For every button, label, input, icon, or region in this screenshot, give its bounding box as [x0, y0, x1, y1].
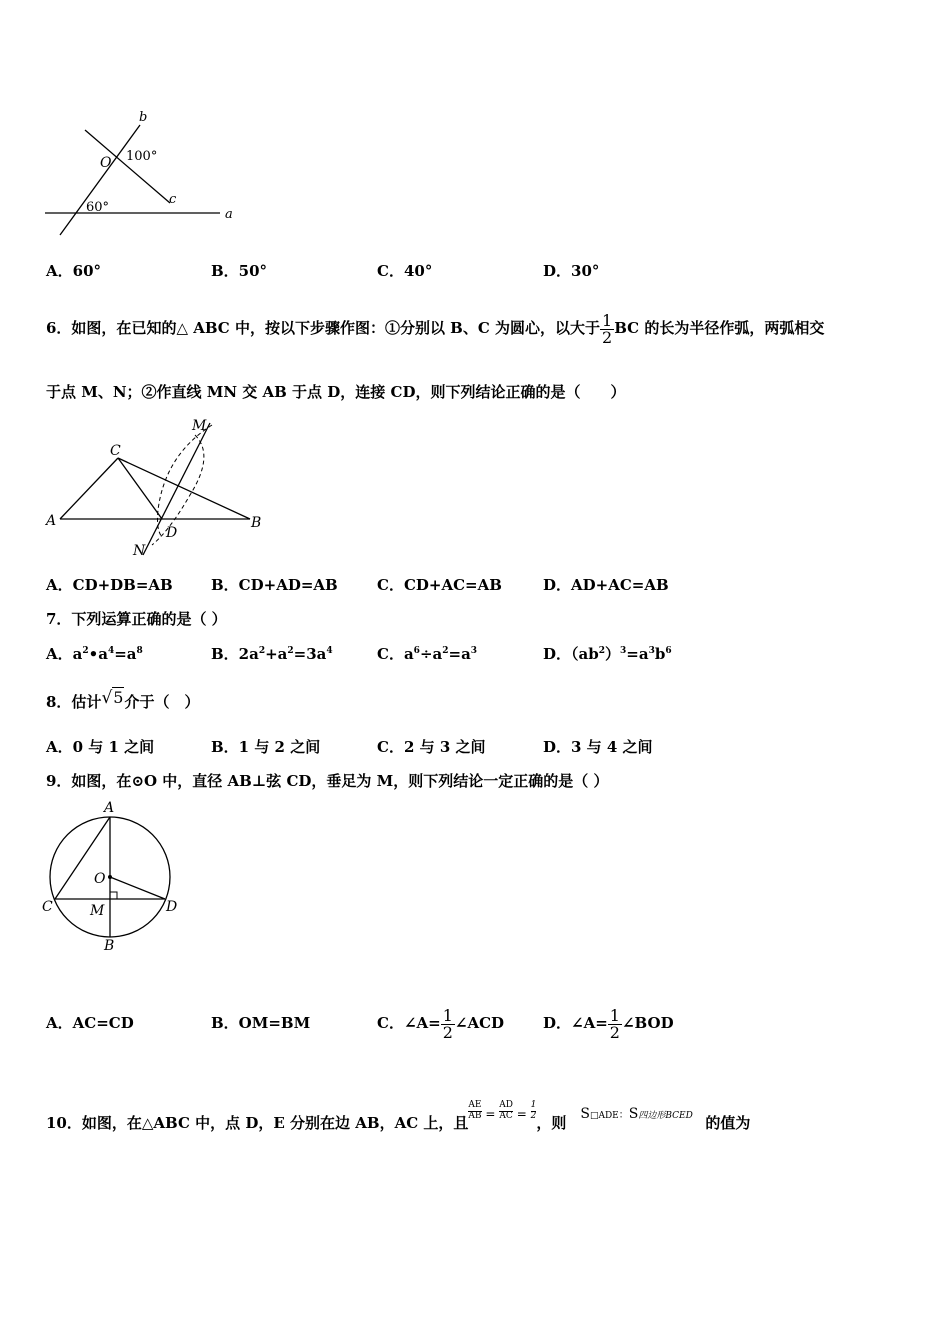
q5-label-o: O: [100, 155, 112, 171]
q6-option-b: B．CD+AD=AB: [211, 576, 338, 594]
q6-stem-post: BC 的长为半径作弧，两弧相交: [614, 319, 825, 337]
q5-option-a: A．60°: [46, 262, 102, 280]
q6-option-d: D．AD+AC=AB: [543, 576, 669, 594]
q6-option-a: A．CD+DB=AB: [46, 576, 173, 594]
q6-stem-line1: [46, 298, 824, 358]
q9-label-a: A: [104, 800, 115, 816]
q6-half-fraction: [600, 310, 614, 347]
q5-label-b: b: [139, 110, 148, 125]
q6-label-a: A: [46, 513, 57, 529]
q5-figure: [40, 105, 250, 240]
q10-stem: 10．如图，在△ABC 中，点 D，E 分别在边 AB，AC 上，且 $\frac{AE}{AB}$ = $\frac{AD}{AC}$ = $\frac{1}{2}$ ，则 S□ADE：S四边形BCED 的值为: [46, 1085, 750, 1151]
q9-label-c: C: [42, 899, 53, 915]
q8-stem: 8．估计√5介于（ ）: [46, 688, 200, 711]
q9-label-m: M: [90, 903, 105, 919]
q9-option-b: B．OM=BM: [211, 1014, 311, 1032]
q5-option-c: C．40°: [377, 262, 433, 280]
q6-label-b: B: [251, 515, 262, 531]
q9-label-o: O: [94, 871, 106, 887]
q6-label-c: C: [110, 443, 121, 459]
q8-radicand: 5: [113, 688, 124, 707]
q10-area-ratio: S□ADE：S四边形BCED: [580, 1106, 693, 1122]
q5-label-c: c: [169, 192, 177, 207]
q6-option-c: C．CD+AC=AB: [377, 576, 502, 594]
q6-frac-den: 2: [602, 327, 613, 347]
q6-label-n: N: [133, 543, 146, 559]
q7-option-a: A．$a^2•a^4=a^8$: [46, 645, 143, 663]
q9-label-d: D: [166, 899, 178, 915]
q6-label-d: D: [166, 525, 178, 541]
q5-label-a: a: [225, 207, 233, 222]
q9-label-b: B: [104, 938, 115, 954]
q6-label-m: M: [192, 418, 207, 434]
q8-option-a: A．0 与 1 之间: [46, 738, 155, 756]
q9-option-c: C．∠A= $\frac{1}{2}$ ∠ACD: [377, 1005, 505, 1042]
q8-option-b: B．1 与 2 之间: [211, 738, 321, 756]
q8-option-c: C．2 与 3 之间: [377, 738, 486, 756]
q9-d-fraction: $\frac{1}{2}$: [609, 1005, 620, 1042]
q6-frac-num: 1: [602, 310, 613, 330]
q6-stem-line2: 于点 M、N；②作直线 MN 交 AB 于点 D，连接 CD，则下列结论正确的是（ ）: [46, 383, 626, 401]
q9-stem: 9．如图，在⊙O 中，直径 AB⊥弦 CD，垂足为 M，则下列结论一定正确的是（ ）: [46, 772, 609, 790]
q10-frac-ae-ab: $\frac{AE}{AB}$: [468, 1100, 482, 1121]
q10-frac-half: $\frac{1}{2}$: [530, 1100, 537, 1121]
q9-option-d: D．∠A= $\frac{1}{2}$ ∠BOD: [543, 1005, 674, 1042]
q5-angle-60: 60°: [86, 200, 110, 215]
q5-option-b: B．50°: [211, 262, 268, 280]
q7-stem: 7．下列运算正确的是（ ）: [46, 610, 227, 628]
q9-option-a: A．AC=CD: [46, 1014, 134, 1032]
sqrt-sign: √: [101, 688, 113, 708]
q7-option-d: D．$(ab^2)^3=a^3b^6$: [543, 645, 672, 663]
q8-option-d: D．3 与 4 之间: [543, 738, 653, 756]
q10-frac-ad-ac: $\frac{AD}{AC}$: [499, 1100, 513, 1121]
q6-figure: [40, 415, 270, 560]
q9-figure: [38, 798, 188, 956]
q7-option-b: B．$2a^2+a^2=3a^4$: [211, 645, 333, 663]
q7-option-c: C．$a^6\div a^2=a^3$: [377, 645, 478, 663]
q9-c-fraction: $\frac{1}{2}$: [442, 1005, 453, 1042]
q5-angle-100: 100°: [126, 149, 158, 164]
q5-option-d: D．30°: [543, 262, 600, 280]
q6-stem-pre: 6．如图，在已知的△ ABC 中，按以下步骤作图：①分别以 B、C 为圆心，以大于: [46, 319, 601, 337]
